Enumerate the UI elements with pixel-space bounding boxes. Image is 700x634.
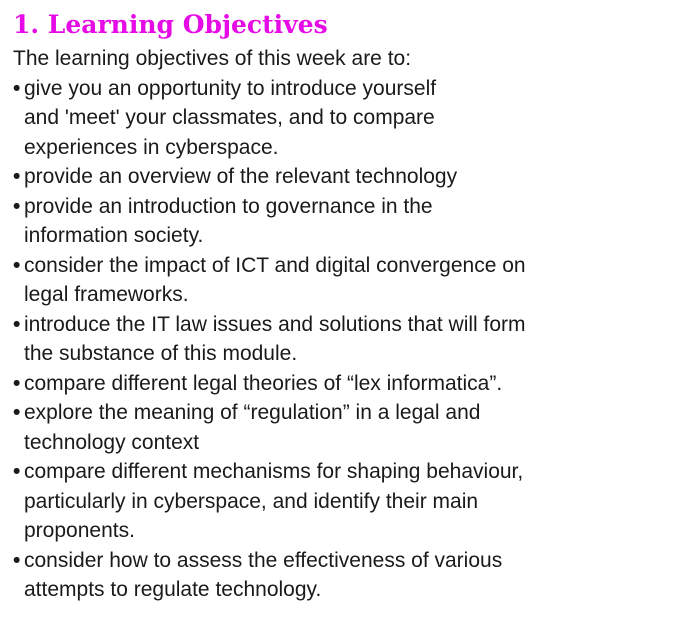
objective-line: consider the impact of ICT and digital convergence on (24, 253, 526, 277)
bullet-icon: • (13, 371, 21, 395)
objective-line: consider how to assess the effectiveness of various (24, 548, 503, 572)
objective-line: particularly in cyberspace, and identify their main (24, 489, 479, 513)
objective-item (13, 546, 693, 605)
bullet-icon: • (13, 460, 21, 483)
objective-item (13, 192, 693, 251)
bullet-icon: • (13, 194, 21, 218)
document-section (13, 10, 693, 605)
objective-item (13, 398, 693, 457)
objective-line: and 'meet' your classmates, and to compare (24, 106, 435, 129)
objectives-list (13, 74, 693, 605)
bullet-icon: • (13, 401, 21, 424)
objective-line: provide an overview of the relevant technology (24, 165, 458, 188)
objective-line: attempts to regulate technology. (24, 578, 322, 601)
objective-line: explore the meaning of “regulation” in a legal and (24, 401, 481, 424)
objective-line: proponents. (24, 519, 135, 542)
bullet-icon: • (13, 312, 21, 336)
objective-line: legal frameworks. (24, 283, 189, 306)
objective-line: experiences in cyberspace. (24, 135, 279, 159)
objective-item (13, 310, 693, 369)
objective-line: technology context (24, 430, 200, 454)
objective-item (13, 162, 693, 192)
bullet-icon: • (13, 165, 21, 188)
objective-item (13, 457, 693, 546)
bullet-icon: • (13, 548, 21, 572)
objective-item (13, 251, 693, 310)
objective-line: give you an opportunity to introduce yourself (24, 76, 437, 100)
objective-line: the substance of this module. (24, 342, 298, 365)
objective-line: information society. (24, 224, 204, 247)
bullet-icon: • (13, 76, 21, 100)
bullet-icon: • (13, 253, 21, 277)
objective-line: provide an introduction to governance in the (24, 194, 433, 218)
objective-item (13, 369, 693, 399)
objective-line: compare different legal theories of “lex informatica”. (24, 371, 503, 395)
objective-item (13, 74, 693, 163)
section-heading: 1. Learning Objectives (13, 10, 328, 39)
intro-text: The learning objectives of this week are to: (13, 47, 412, 70)
objective-line: introduce the IT law issues and solutions that will form (24, 312, 526, 336)
objective-line: compare different mechanisms for shaping behaviour, (24, 460, 524, 483)
